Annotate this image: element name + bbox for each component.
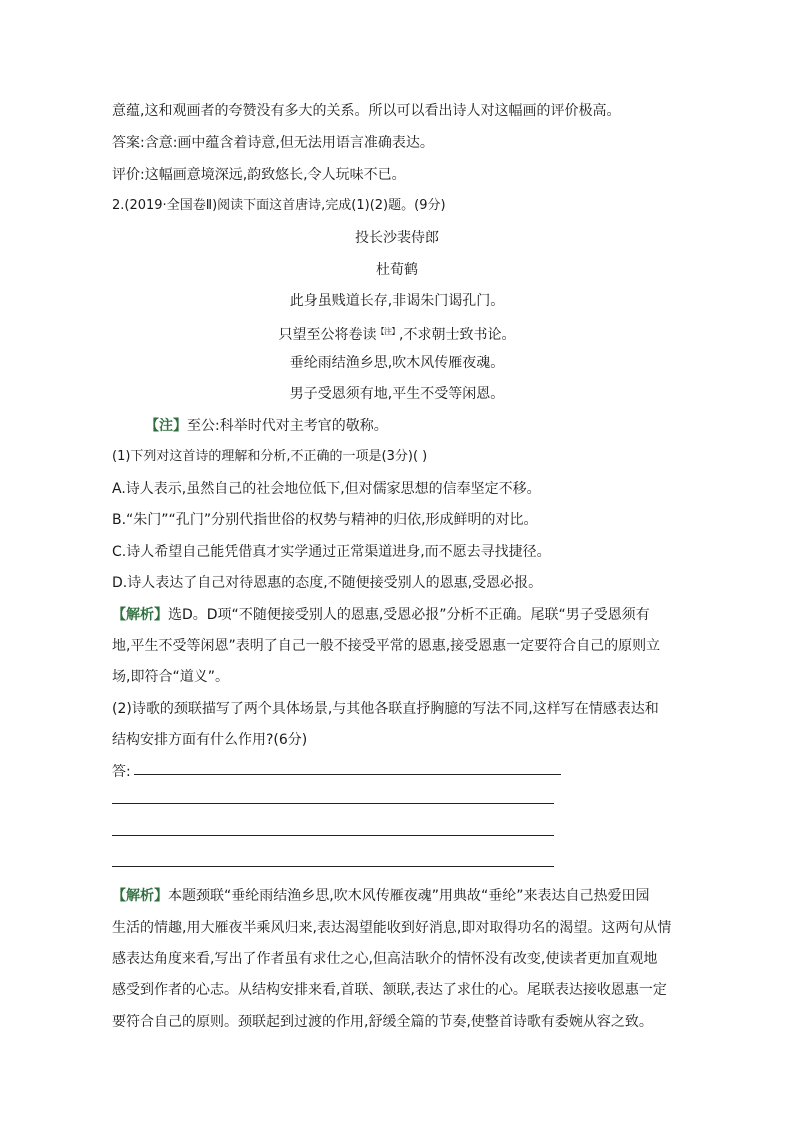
answer-label: 答: [112,764,131,780]
poem-line-3: 垂纶雨结渔乡思,吹木风传雁夜魂。 [289,355,505,371]
analysis-2-line-5: 要符合自己的原则。颈联起到过渡的作用,舒缓全篇的节奏,使整首诗歌有委婉从容之致。 [112,1014,653,1030]
analysis-2-line-4: 感受到作者的心志。从结构安排来看,首联、颔联,表达了求仕的心。尾联表达接收恩惠一定 [112,982,667,998]
evaluation-paragraph: 评价:这幅画意境深远,韵致悠长,令人玩味不已。 [112,167,406,183]
option-d: D.诗人表达了自己对待恩惠的态度,不随便接受别人的恩惠,受恩必报。 [112,575,543,591]
note-text: 至公:科举时代对主考官的敬称。 [187,418,388,434]
answer-paragraph: 答案:含意:画中蕴含着诗意,但无法用语言准确表达。 [112,135,434,151]
analysis-2-line-1 [112,886,649,906]
answer-line-4[interactable] [112,866,554,867]
option-c: C.诗人希望自己能凭借真才实学通过正常渠道进身,而不愿去寻找捷径。 [112,544,551,560]
analysis-1-label: 【解析】 [112,607,168,623]
analysis-1-line-3: 场,即符合“道义”。 [112,669,229,685]
analysis-2-line-3: 感表达角度来看,写出了作者虽有求仕之心,但高洁耿介的情怀没有改变,使读者更加直观地 [112,951,658,967]
answer-line-3[interactable] [112,835,554,836]
analysis-1-line-2: 地,平生不受等闲恩”表明了自己一般不接受平常的恩惠,接受恩惠一定要符合自己的原则立 [112,638,661,654]
note-label: 【注】 [145,418,187,434]
sub-question-1: (1)下列对这首诗的理解和分析,不正确的一项是(3分)( ) [112,449,428,464]
analysis-1-text-1: 选D。D项“不随便接受别人的恩惠,受恩必报”分析不正确。尾联“男子受恩须有 [168,607,650,623]
sub-question-2-line-1: (2)诗歌的颈联描写了两个具体场景,与其他各联直抒胸臆的写法不同,这样写在情感表达和 [112,701,659,717]
paragraph-continuation: 意蕴,这和观画者的夸赞没有多大的关系。所以可以看出诗人对这幅画的评价极高。 [112,103,621,119]
analysis-2-label: 【解析】 [112,888,168,904]
answer-line-2[interactable] [112,803,554,804]
option-b: B.“朱门”“孔门”分别代指世俗的权势与精神的归依,形成鲜明的对比。 [112,512,538,528]
option-a: A.诗人表示,虽然自己的社会地位低下,但对儒家思想的信奉坚定不移。 [112,481,541,497]
poem-line-2 [0,322,794,345]
poem-author: 杜荀鹤 [376,262,418,278]
analysis-2-text-1: 本题颈联“垂纶雨结渔乡思,吹木风传雁夜魂”用典故“垂纶”来表达自己热爱田园 [168,888,650,904]
answer-line-1[interactable] [134,774,561,775]
poem-title: 投长沙裴侍郎 [355,230,439,246]
question-2-intro: 2.(2019·全国卷Ⅱ)阅读下面这首唐诗,完成(1)(2)题。(9分) [112,198,446,213]
poem-line-2-part-a: 只望至公将卷读 [278,327,377,343]
poem-line-2-part-b: ,不求朝士致书论。 [399,327,516,343]
poem-note-marker: 【注】 [376,327,400,336]
poem-line-4: 男子受恩须有地,平生不受等闲恩。 [289,386,505,402]
analysis-1-line-1 [112,605,650,625]
poem-note [145,416,388,436]
sub-question-2-line-2: 结构安排方面有什么作用?(6分) [112,732,308,748]
analysis-2-line-2: 生活的情趣,用大雁夜半乘风归来,表达渴望能收到好消息,即对取得功名的渴望。这两句从情 [112,920,672,936]
poem-line-1: 此身虽贱道长存,非谒朱门谒孔门。 [289,293,505,309]
